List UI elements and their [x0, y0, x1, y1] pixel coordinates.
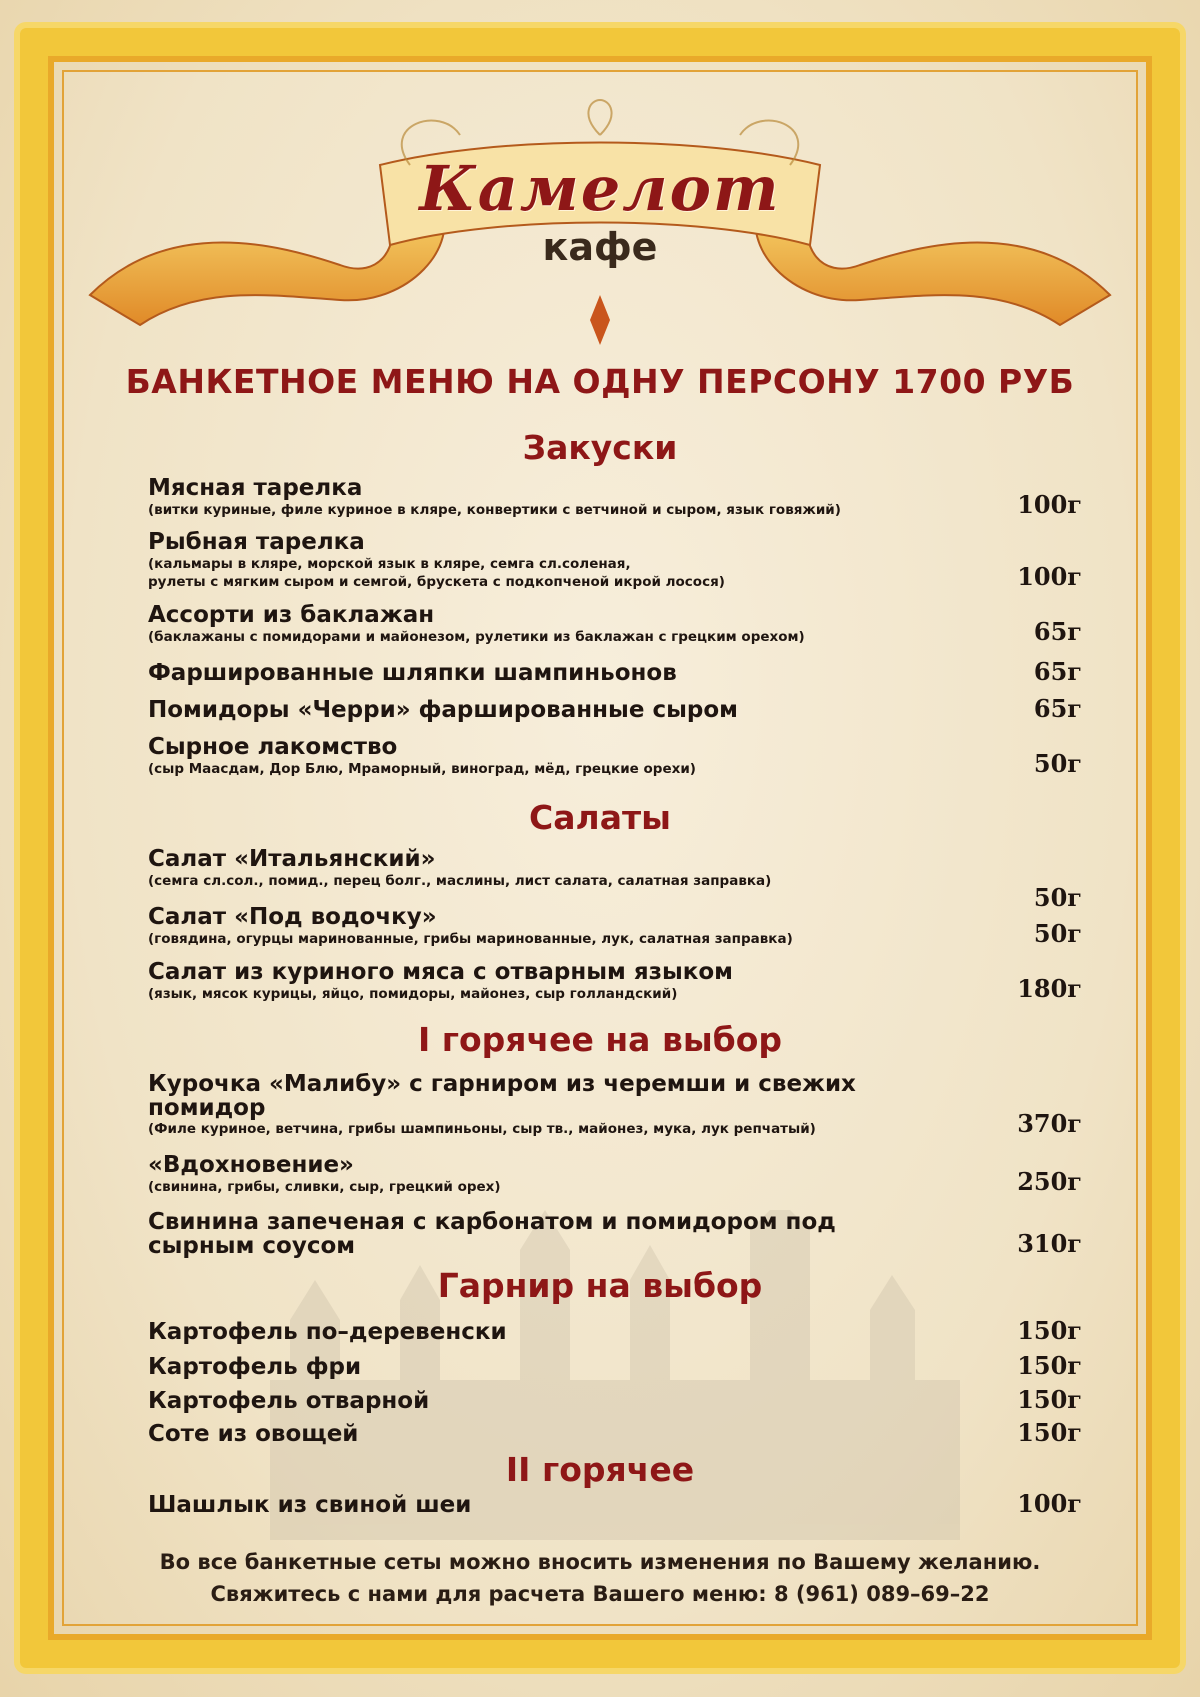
item-description: (баклажаны с помидорами и майонезом, рулетики из баклажан с грецким орехом) — [148, 629, 805, 645]
item-weight: 150г — [1017, 1316, 1082, 1345]
item-description: (говядина, огурцы маринованные, грибы маринованные, лук, салатная заправка) — [148, 931, 793, 947]
item-weight: 250г — [1017, 1167, 1082, 1196]
item-name: Мясная тарелка — [148, 475, 363, 501]
menu-item — [148, 1316, 1082, 1345]
section-heading: Салаты — [529, 798, 671, 837]
item-description: (кальмары в кляре, морской язык в кляре, семга сл.соленая, рулеты с мягким сыром и семгой, брускета с подкопченой икрой лосося) — [148, 556, 725, 590]
item-name: Салат «Под водочку» — [148, 904, 437, 930]
item-weight: 100г — [1017, 562, 1082, 591]
item-name: Картофель отварной — [148, 1388, 430, 1414]
menu-item — [148, 1072, 1082, 1138]
item-weight: 150г — [1017, 1418, 1082, 1447]
menu-item — [148, 530, 1082, 591]
menu-item — [148, 1385, 1082, 1414]
item-description: (семга сл.сол., помид., перец болг., маслины, лист салата, салатная заправка) — [148, 873, 772, 889]
menu-item — [148, 1351, 1082, 1380]
item-name: Соте из овощей — [148, 1421, 359, 1447]
item-description: (витки куриные, филе куриное в кляре, конвертики с ветчиной и сыром, язык говяжий) — [148, 502, 841, 518]
item-weight: 100г — [1017, 490, 1082, 519]
item-name: Ассорти из баклажан — [148, 602, 435, 628]
item-weight: 180г — [1017, 974, 1082, 1003]
item-name: Салат из куриного мяса с отварным языком — [148, 959, 733, 985]
item-name: Фаршированные шляпки шампиньонов — [148, 660, 677, 686]
item-name: Шашлык из свиной шеи — [148, 1492, 472, 1518]
item-weight: 65г — [1033, 657, 1082, 686]
footer-contact: Свяжитесь с нами для расчета Вашего меню: 8 (961) 089–69–22 — [210, 1582, 990, 1606]
item-name: Картофель по–деревенски — [148, 1319, 507, 1345]
cafe-subtitle: кафе — [542, 225, 658, 269]
item-name: «Вдохновение» — [148, 1152, 354, 1178]
menu-item — [148, 905, 1082, 948]
item-description: (сыр Маасдам, Дор Блю, Мраморный, виноград, мёд, грецкие орехи) — [148, 761, 696, 777]
item-weight: 370г — [1017, 1109, 1082, 1138]
menu-item — [148, 1489, 1082, 1518]
section-heading: I горячее на выбор — [417, 1020, 782, 1059]
item-description: (Филе куриное, ветчина, грибы шампиньоны, сыр тв., майонез, мука, лук репчатый) — [148, 1121, 816, 1137]
item-name: Рыбная тарелка — [148, 529, 365, 555]
menu-item — [148, 1210, 1082, 1258]
menu-item — [148, 735, 1082, 778]
menu-item — [148, 476, 1082, 519]
item-weight: 65г — [1033, 617, 1082, 646]
footer-note: Во все банкетные сеты можно вносить изменения по Вашему желанию. — [159, 1550, 1041, 1574]
section-heading: Гарнир на выбор — [437, 1266, 763, 1305]
menu-item — [148, 1153, 1082, 1196]
menu-title: БАНКЕТНОЕ МЕНЮ НА ОДНУ ПЕРСОНУ 1700 РУБ — [125, 362, 1075, 401]
menu-item — [148, 1418, 1082, 1447]
item-weight: 50г — [1033, 883, 1082, 912]
item-name: Курочка «Малибу» с гарниром из черемши и свежих помидор — [148, 1071, 856, 1121]
item-name: Помидоры «Черри» фаршированные сыром — [148, 697, 738, 723]
menu-item — [148, 846, 1082, 912]
menu-item — [148, 657, 1082, 686]
item-description: (свинина, грибы, сливки, сыр, грецкий орех) — [148, 1179, 501, 1195]
item-weight: 150г — [1017, 1385, 1082, 1414]
item-weight: 50г — [1033, 749, 1082, 778]
item-weight: 310г — [1017, 1229, 1082, 1258]
item-description: (язык, мясок курицы, яйцо, помидоры, майонез, сыр голландский) — [148, 986, 678, 1002]
cafe-logo: Камелот — [419, 152, 781, 225]
section-heading: II горячее — [505, 1450, 695, 1489]
item-weight: 65г — [1033, 694, 1082, 723]
item-weight: 100г — [1017, 1489, 1082, 1518]
menu-item — [148, 960, 1082, 1003]
item-name: Салат «Итальянский» — [148, 846, 436, 872]
menu-item — [148, 603, 1082, 646]
item-name: Сырное лакомство — [148, 734, 398, 760]
item-name: Картофель фри — [148, 1354, 362, 1380]
section-heading: Закуски — [522, 428, 678, 467]
menu-item — [148, 694, 1082, 723]
item-weight: 50г — [1033, 919, 1082, 948]
item-name: Свинина запеченая с карбонатом и помидором под сырным соусом — [148, 1209, 836, 1259]
item-weight: 150г — [1017, 1351, 1082, 1380]
